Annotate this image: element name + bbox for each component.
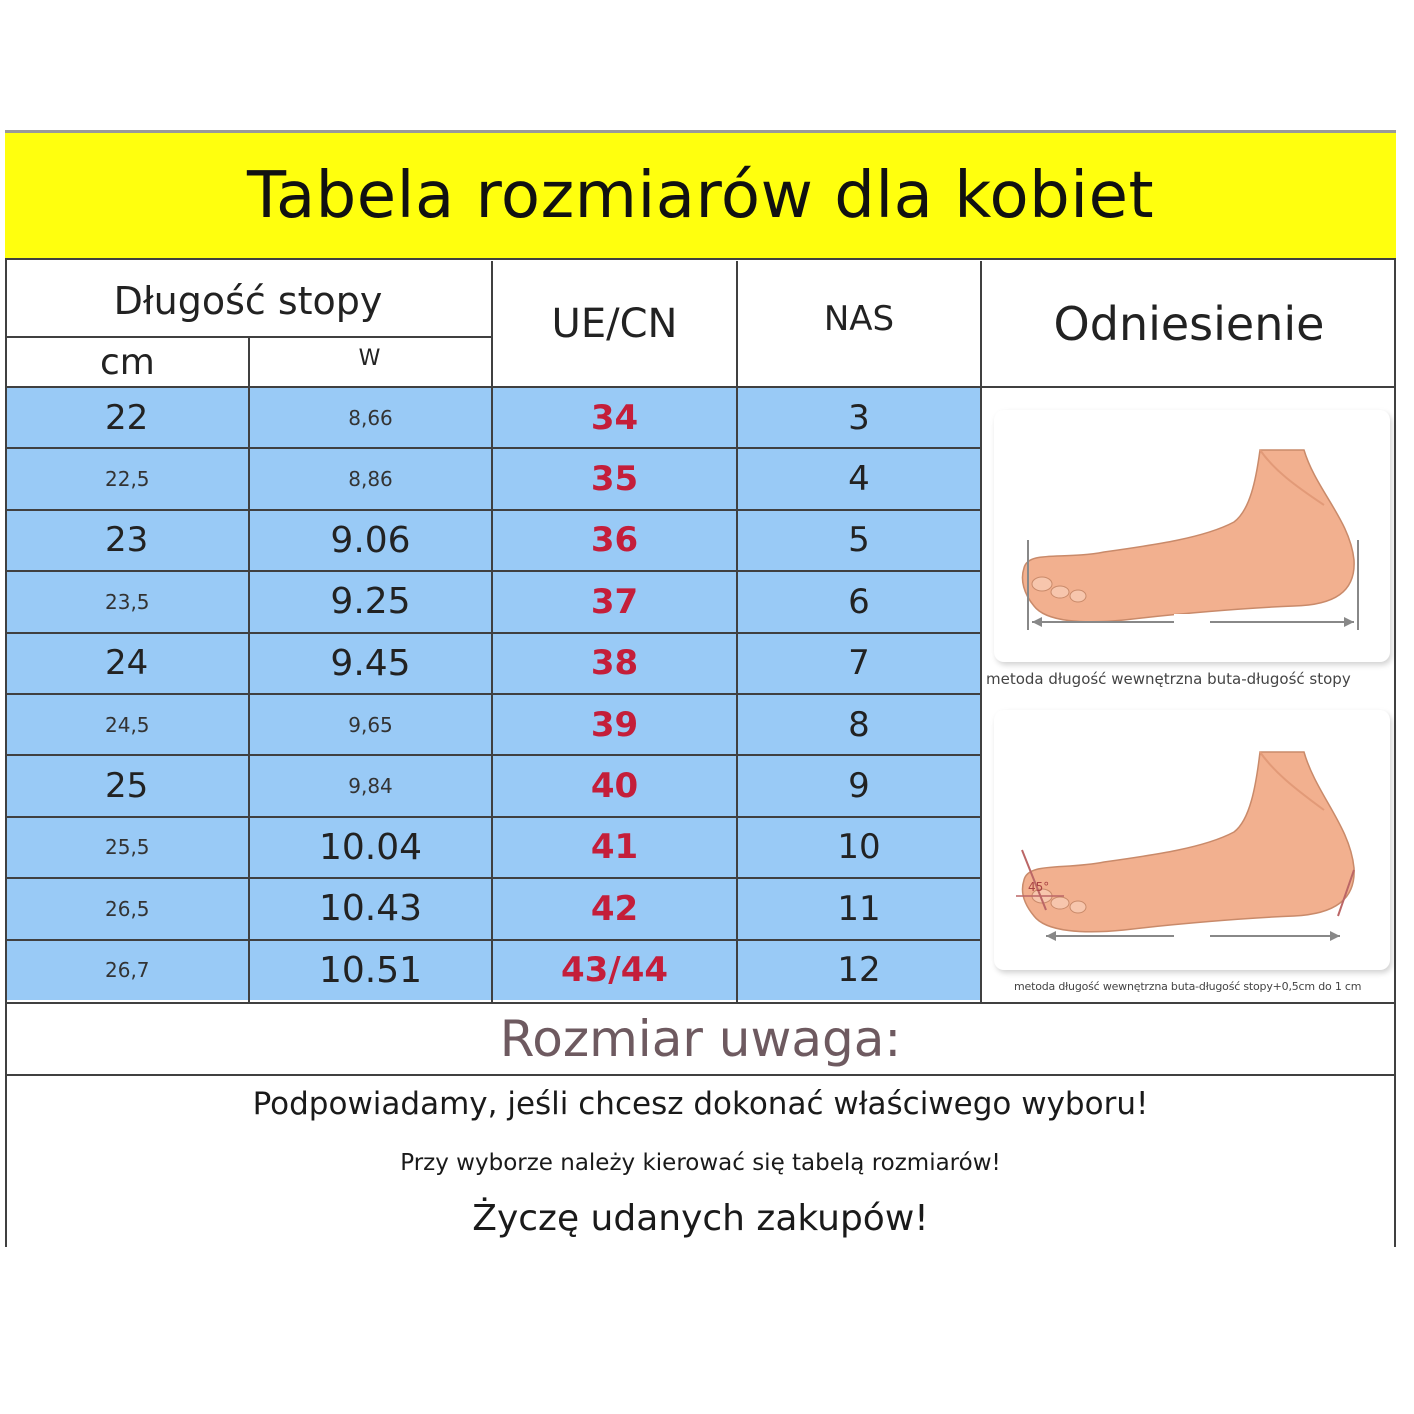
cell-in-text: 9.25 — [330, 581, 411, 623]
cell-eu — [493, 879, 736, 938]
cell-cm — [5, 695, 248, 754]
cell-eu-text: 40 — [590, 766, 639, 807]
foot-card-2 — [994, 710, 1390, 970]
cell-cm-text: 22,5 — [105, 467, 150, 492]
cell-us-text: 12 — [837, 950, 881, 991]
cell-us-text: 10 — [837, 827, 881, 868]
cell-us — [738, 756, 980, 815]
cell-in-text: 10.43 — [318, 888, 423, 930]
cell-us-text: 4 — [848, 459, 870, 500]
cell-eu-text: 41 — [590, 827, 639, 868]
cell-cm-text: 22 — [105, 397, 149, 438]
cell-cm-text: 26,5 — [105, 896, 150, 921]
row-divider — [5, 447, 980, 449]
cell-eu-text: 36 — [590, 520, 639, 561]
cell-in — [250, 511, 491, 570]
cell-cm — [5, 449, 248, 508]
cell-eu — [493, 572, 736, 631]
cell-eu-text: 43/44 — [560, 950, 669, 991]
cell-us — [738, 818, 980, 877]
cell-in-text: 9.06 — [330, 519, 411, 561]
row-divider — [5, 693, 980, 695]
foot-measure-icon — [994, 410, 1390, 662]
cell-us — [738, 511, 980, 570]
cell-in — [250, 449, 491, 508]
grid-line — [248, 338, 250, 1002]
note-line-2: Przy wyborze należy kierować się tabelą rozmiarów! — [400, 1150, 1001, 1176]
header-foot-length: Długość stopy — [113, 278, 383, 323]
cell-in-text: 9,84 — [348, 774, 393, 799]
row-divider — [5, 632, 980, 634]
cell-in-text: 8,66 — [348, 405, 393, 430]
row-divider — [5, 816, 980, 818]
angle-label: 45° — [1028, 880, 1050, 894]
cell-cm-text: 23,5 — [105, 589, 150, 614]
cell-cm-text: 25 — [105, 766, 149, 807]
cell-us — [738, 879, 980, 938]
header-inch: W — [358, 345, 381, 371]
cell-cm — [5, 572, 248, 631]
cell-us-text: 5 — [848, 520, 870, 561]
cell-in — [250, 818, 491, 877]
header-eu-cn: UE/CN — [551, 300, 678, 347]
reference-caption-1: metoda długość wewnętrzna buta-długość stopy — [986, 670, 1351, 688]
foot-card-1 — [994, 410, 1390, 662]
note-line-3: Życzę udanych zakupów! — [472, 1198, 929, 1239]
cell-in — [250, 572, 491, 631]
cell-in — [250, 941, 491, 1000]
cell-in-text: 9.45 — [330, 642, 411, 684]
cell-eu — [493, 756, 736, 815]
row-divider — [5, 509, 980, 511]
row-divider — [5, 877, 980, 879]
cell-us — [738, 572, 980, 631]
cell-eu — [493, 695, 736, 754]
header-reference: Odniesienie — [1053, 296, 1325, 351]
cell-us — [738, 388, 980, 447]
cell-cm-text: 26,7 — [105, 958, 150, 983]
foot-measure-angle-icon — [994, 710, 1390, 970]
cell-cm — [5, 634, 248, 693]
grid-line — [980, 261, 982, 1002]
cell-eu-text: 38 — [590, 643, 639, 684]
cell-cm — [5, 941, 248, 1000]
cell-us — [738, 941, 980, 1000]
header-us: NAS — [823, 298, 895, 339]
row-divider — [5, 939, 980, 941]
cell-eu-text: 34 — [590, 397, 639, 438]
cell-us — [738, 634, 980, 693]
cell-in-text: 9,65 — [348, 712, 393, 737]
header-cm: cm — [100, 341, 155, 383]
reference-caption-2: metoda długość wewnętrzna buta-długość stopy+0,5cm do 1 cm — [1014, 980, 1362, 993]
cell-eu — [493, 941, 736, 1000]
cell-eu-text: 35 — [590, 459, 639, 500]
cell-cm-text: 24 — [105, 643, 149, 684]
cell-us — [738, 695, 980, 754]
cell-in-text: 10.04 — [318, 826, 423, 868]
cell-in — [250, 388, 491, 447]
row-divider — [5, 754, 980, 756]
cell-cm-text: 25,5 — [105, 835, 150, 860]
size-chart — [5, 130, 1396, 1247]
cell-us-text: 9 — [848, 766, 870, 807]
cell-in — [250, 695, 491, 754]
cell-eu — [493, 449, 736, 508]
cell-cm — [5, 818, 248, 877]
cell-in-text: 10.51 — [318, 949, 423, 991]
cell-cm-text: 23 — [105, 520, 149, 561]
cell-cm-text: 24,5 — [105, 712, 150, 737]
cell-eu-text: 37 — [590, 581, 639, 622]
cell-cm — [5, 511, 248, 570]
cell-eu — [493, 634, 736, 693]
cell-eu — [493, 818, 736, 877]
cell-in — [250, 634, 491, 693]
reference-panel — [982, 388, 1396, 1000]
grid-line — [5, 386, 1396, 388]
cell-eu — [493, 388, 736, 447]
cell-cm — [5, 388, 248, 447]
cell-in — [250, 756, 491, 815]
cell-eu-text: 39 — [590, 704, 639, 745]
note-line-1: Podpowiadamy, jeśli chcesz dokonać właściwego wyboru! — [252, 1086, 1149, 1122]
chart-title: Tabela rozmiarów dla kobiet — [246, 158, 1155, 233]
cell-in — [250, 879, 491, 938]
cell-us-text: 11 — [837, 888, 881, 929]
cell-us-text: 3 — [848, 397, 870, 438]
grid-line — [5, 258, 1396, 260]
row-divider — [5, 570, 980, 572]
cell-us-text: 7 — [848, 643, 870, 684]
cell-cm — [5, 879, 248, 938]
cell-cm — [5, 756, 248, 815]
title-bar — [5, 130, 1396, 258]
cell-us-text: 6 — [848, 581, 870, 622]
notes-title: Rozmiar uwaga: — [499, 1010, 902, 1068]
cell-us-text: 8 — [848, 704, 870, 745]
cell-eu — [493, 511, 736, 570]
cell-us — [738, 449, 980, 508]
cell-in-text: 8,86 — [348, 467, 393, 492]
cell-eu-text: 42 — [590, 888, 639, 929]
grid-line — [5, 1074, 1396, 1076]
grid-line — [5, 336, 491, 338]
